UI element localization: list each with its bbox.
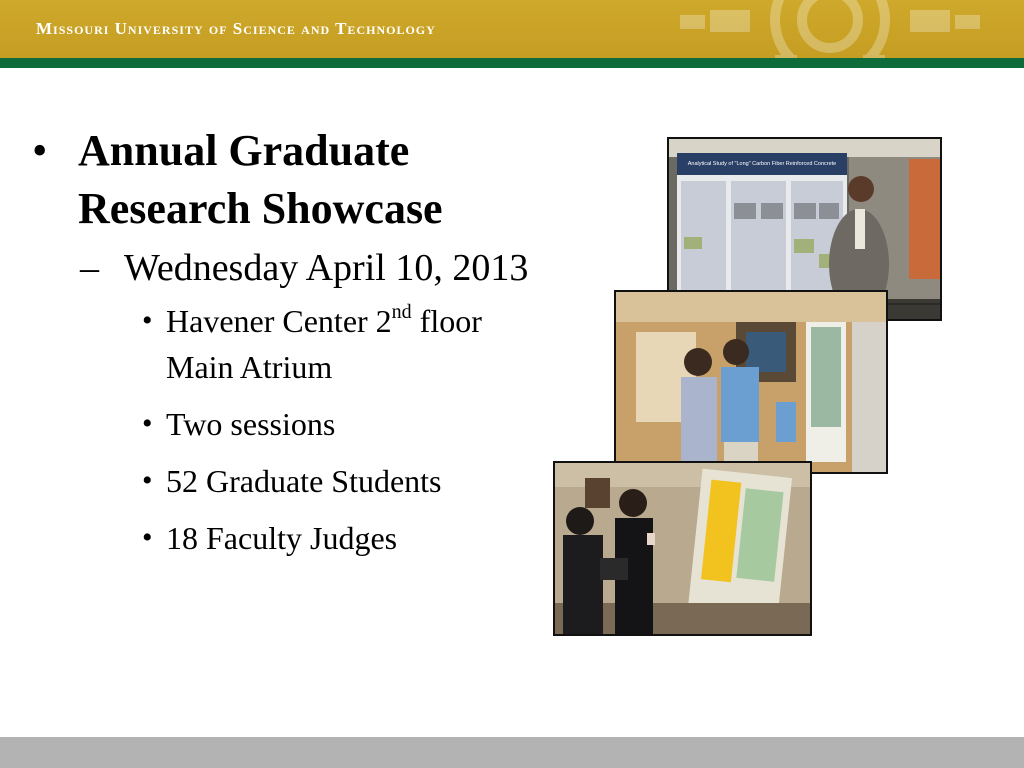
- bullet-icon: •: [32, 126, 48, 175]
- detail-item-location: [142, 298, 532, 390]
- main-bullet: [32, 122, 532, 238]
- detail-item-students: [142, 458, 532, 504]
- event-date: Wednesday April 10, 2013: [124, 247, 529, 289]
- detail-list: [32, 298, 532, 561]
- photo-judge-review: [553, 461, 812, 636]
- detail-text: Two sessions: [166, 406, 336, 442]
- bullet-icon: •: [142, 521, 153, 554]
- detail-text-cont: floor Main Atrium: [166, 303, 482, 385]
- bullet-icon: •: [142, 304, 153, 337]
- footer-bar: [0, 737, 1024, 768]
- detail-item-sessions: [142, 401, 532, 447]
- detail-text: Havener Center 2: [166, 303, 392, 339]
- dash-icon: –: [80, 247, 99, 289]
- green-accent-band: [0, 58, 1024, 68]
- university-name: Missouri University of Science and Technology: [36, 19, 436, 38]
- detail-text: 52 Graduate Students: [166, 463, 442, 499]
- ordinal-suffix: nd: [391, 301, 412, 324]
- bullet-icon: •: [142, 464, 153, 497]
- detail-item-judges: [142, 515, 532, 561]
- detail-text: 18 Faculty Judges: [166, 520, 398, 556]
- header-bar: [0, 0, 1024, 58]
- bullet-icon: •: [142, 407, 153, 440]
- slide-content: [32, 122, 532, 572]
- main-heading: Annual Graduate Research Showcase: [78, 126, 443, 233]
- sub-bullet: [80, 242, 532, 294]
- poster-title: Analytical Study of "Long" Carbon Fiber Reinforced Concrete: [687, 161, 837, 167]
- photo-students-discussion: [614, 290, 888, 474]
- gear-logo-watermark: [680, 0, 980, 58]
